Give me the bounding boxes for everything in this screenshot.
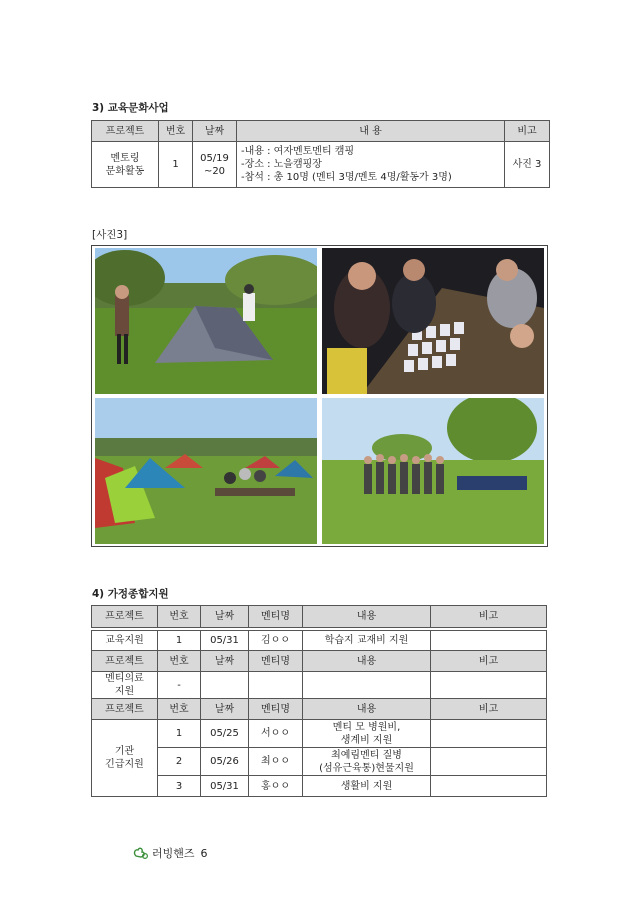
- table-row: [92, 776, 547, 797]
- photo-card-game: [322, 248, 544, 394]
- cell-mentee: 김ㅇㅇ: [249, 631, 303, 651]
- cell-number: 1: [159, 142, 193, 188]
- col-content: 내 용: [237, 121, 505, 142]
- col-note: 비고: [431, 651, 547, 672]
- col-content: 내용: [303, 651, 431, 672]
- col-number: 번호: [159, 121, 193, 142]
- col-content: 내용: [303, 699, 431, 720]
- content-line: -내용 : 여자멘토멘티 캠핑: [241, 146, 355, 157]
- cell-mentee: [249, 672, 303, 699]
- col-project: 프로젝트: [92, 651, 158, 672]
- cell-note: [431, 748, 547, 776]
- col-project: 프로젝트: [92, 121, 159, 142]
- content-line: -참석 : 총 10명 (멘티 3명/멘토 4명/활동가 3명): [241, 172, 452, 183]
- cell-date: [201, 672, 249, 699]
- section4-title: 4) 가정종합지원: [92, 588, 169, 600]
- cell-number: 1: [158, 720, 201, 748]
- cell-note: [431, 776, 547, 797]
- cell-content: 최예림멘티 질병 (섬유근육통)현물지원: [303, 748, 431, 776]
- section3-title: 3) 교육문화사업: [92, 102, 169, 114]
- cell-number: 2: [158, 748, 201, 776]
- table-row: [92, 631, 547, 651]
- content-line: -장소 : 노을캠핑장: [241, 159, 322, 170]
- cell-note: [431, 672, 547, 699]
- family-support-table: [91, 605, 547, 797]
- cell-date: 05/19 ~20: [193, 142, 237, 188]
- col-note: 비고: [431, 606, 547, 628]
- col-project: 프로젝트: [92, 606, 158, 628]
- footer-brand: 러빙핸즈: [152, 847, 195, 860]
- col-number: 번호: [158, 651, 201, 672]
- col-date: 날짜: [201, 606, 249, 628]
- col-project: 프로젝트: [92, 699, 158, 720]
- cell-date: 05/31: [201, 631, 249, 651]
- logo-icon: [133, 846, 149, 860]
- col-date: 날짜: [193, 121, 237, 142]
- cell-mentee: 서ㅇㅇ: [249, 720, 303, 748]
- photo-grid: [91, 245, 548, 547]
- table-row: [92, 672, 547, 699]
- col-date: 날짜: [201, 651, 249, 672]
- col-note: 비고: [431, 699, 547, 720]
- footer: [133, 845, 208, 861]
- photo-campground: [95, 398, 317, 544]
- photo-caption: [사진3]: [92, 229, 128, 241]
- col-note: 비고: [505, 121, 550, 142]
- cell-content: [237, 142, 505, 188]
- cell-date: 05/31: [201, 776, 249, 797]
- col-number: 번호: [158, 606, 201, 628]
- cell-note: 사진 3: [505, 142, 550, 188]
- cell-mentee: 최ㅇㅇ: [249, 748, 303, 776]
- cell-project: 교육지원: [92, 631, 158, 651]
- cell-date: 05/25: [201, 720, 249, 748]
- cell-note: [431, 631, 547, 651]
- col-number: 번호: [158, 699, 201, 720]
- cell-date: 05/26: [201, 748, 249, 776]
- col-mentee: 멘티명: [249, 699, 303, 720]
- cell-number: 1: [158, 631, 201, 651]
- page-number: 6: [200, 846, 208, 860]
- cell-number: -: [158, 672, 201, 699]
- cell-number: 3: [158, 776, 201, 797]
- education-culture-table: [91, 120, 550, 188]
- cell-note: [431, 720, 547, 748]
- col-content: 내용: [303, 606, 431, 628]
- col-mentee: 멘티명: [249, 606, 303, 628]
- col-date: 날짜: [201, 699, 249, 720]
- cell-content: 생활비 지원: [303, 776, 431, 797]
- cell-content: 학습지 교재비 지원: [303, 631, 431, 651]
- photo-group: [322, 398, 544, 544]
- cell-project: 멘티의료 지원: [92, 672, 158, 699]
- col-mentee: 멘티명: [249, 651, 303, 672]
- cell-content: [303, 672, 431, 699]
- cell-mentee: 홍ㅇㅇ: [249, 776, 303, 797]
- table-row: [92, 748, 547, 776]
- cell-content: 멘티 모 병원비, 생계비 지원: [303, 720, 431, 748]
- cell-project: 멘토링 문화활동: [92, 142, 159, 188]
- photo-tent: [95, 248, 317, 394]
- cell-project: 기관 긴급지원: [92, 720, 158, 797]
- table-row: [92, 720, 547, 748]
